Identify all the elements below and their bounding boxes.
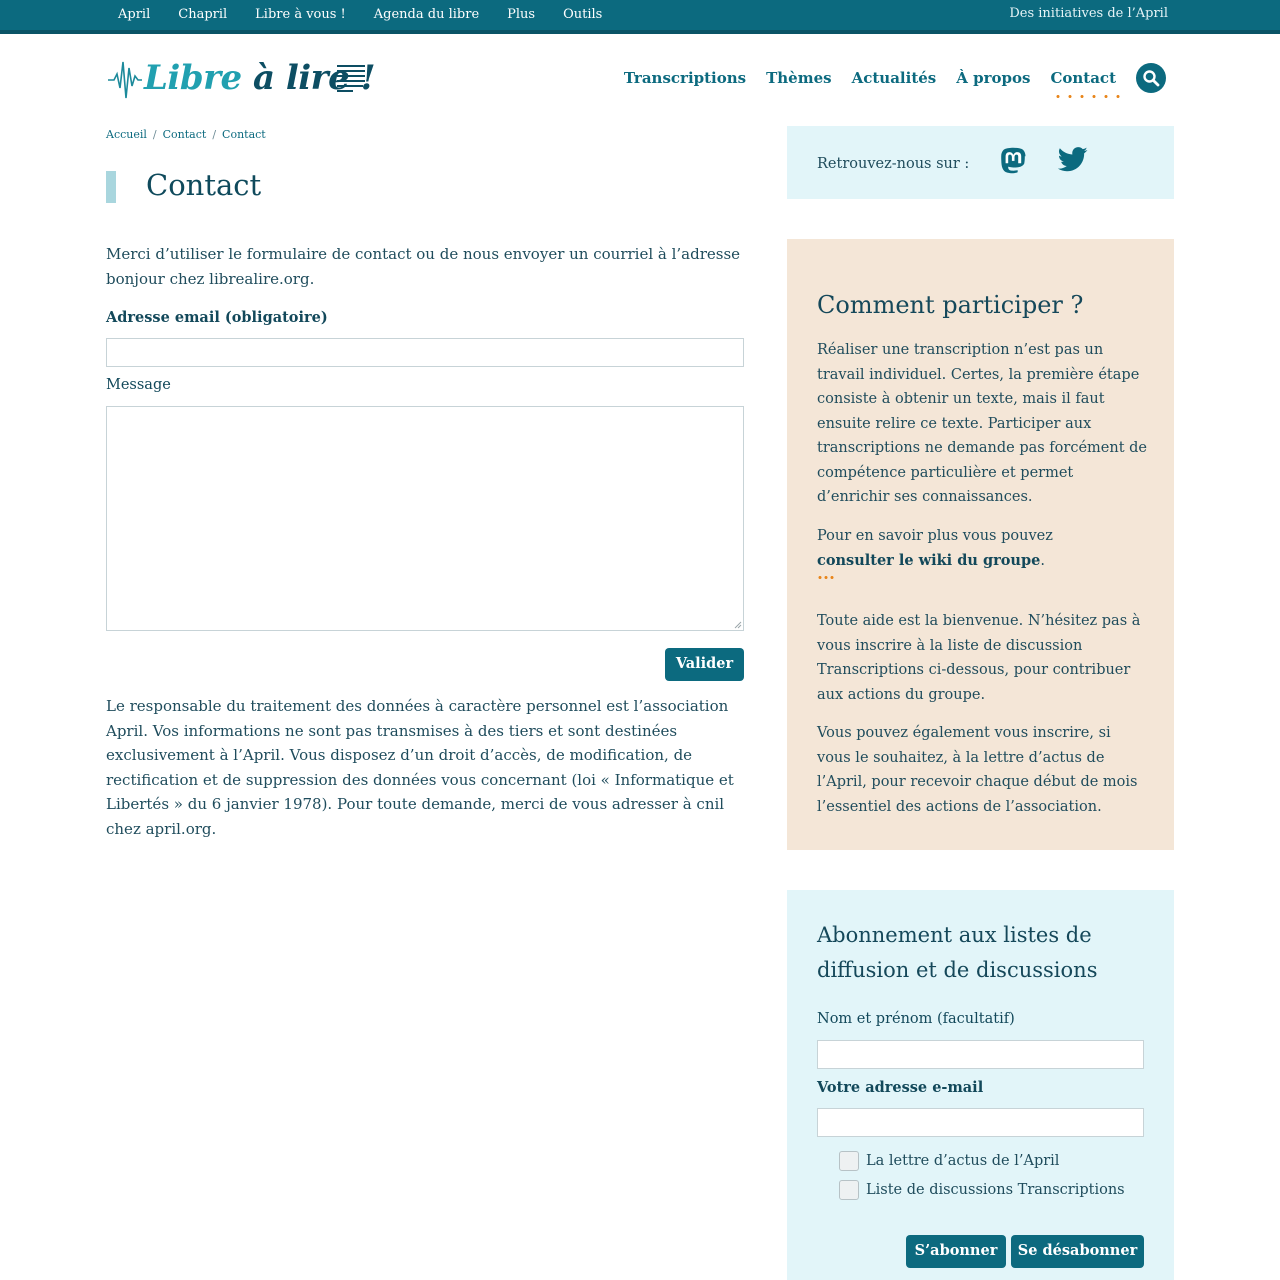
breadcrumb-accueil[interactable]: Accueil [106, 128, 147, 141]
wiki-link[interactable] [817, 552, 1040, 569]
wiki-link-label: consulter le wiki du groupe [817, 551, 1041, 569]
name-field[interactable] [817, 1040, 1144, 1069]
search-icon [1142, 69, 1160, 87]
top-nav [104, 0, 616, 30]
transcriptions-list-checkbox-label: Liste de discussions Transcriptions [866, 1182, 1125, 1198]
nav-a-propos[interactable]: À propos [956, 69, 1031, 87]
nav-transcriptions[interactable]: Transcriptions [623, 69, 747, 87]
top-nav-libre-a-vous[interactable]: Libre à vous ! [255, 7, 346, 22]
logo-text [144, 58, 375, 98]
search-button[interactable] [1136, 63, 1166, 93]
breadcrumb-current[interactable]: Contact [222, 128, 266, 141]
participate-paragraph-4: Vous pouvez également vous inscrire, si vous le souhaitez, à la lettre d’actus de l’April, pour recevoir chaque début de mois l’essentiel des actions de l’association. [817, 725, 1138, 815]
participate-paragraph-1: Réaliser une transcription n’est pas un travail individuel. Certes, la première étape consiste à obtenir un texte, mais il faut ensuite relire ce texte. Participer aux transcriptions ne demande pas forcément de compétence particulière et permet d’enrichir ses connaissances. [817, 342, 1148, 505]
message-label: Message [106, 377, 171, 393]
breadcrumb-separator: / [212, 128, 217, 141]
subscribe-email-label: Votre adresse e-mail [817, 1079, 984, 1096]
top-nav-april[interactable]: April [118, 7, 151, 22]
twitter-icon[interactable] [1058, 146, 1088, 173]
email-field[interactable] [106, 338, 744, 367]
participate-paragraph-3: Toute aide est la bienvenue. N’hésitez pas à vous inscrire à la liste de discussion Transcriptions ci-dessous, pour contribuer aux actions du groupe. [817, 613, 1141, 703]
transcriptions-list-checkbox[interactable] [839, 1180, 859, 1200]
participate-paragraph-2 [817, 524, 1147, 573]
participate-paragraph-2-prefix: Pour en savoir plus vous pouvez [817, 528, 1053, 544]
submit-button[interactable]: Valider [665, 648, 744, 681]
subscribe-email-field[interactable] [817, 1108, 1144, 1137]
nav-actualites[interactable]: Actualités [851, 69, 937, 87]
top-bar [0, 0, 1280, 34]
name-label: Nom et prénom (facultatif) [817, 1011, 1015, 1027]
unsubscribe-button[interactable]: Se désabonner [1011, 1235, 1144, 1268]
newsletter-checkbox-label: La lettre d’actus de l’April [866, 1153, 1060, 1169]
subscribe-button[interactable]: S’abonner [906, 1235, 1006, 1268]
checkbox-row-transcriptions[interactable] [839, 1180, 1125, 1200]
follow-label: Retrouvez-nous sur : [817, 156, 970, 172]
link-underline-dots [817, 576, 835, 579]
checkbox-row-newsletter[interactable] [839, 1151, 1059, 1171]
breadcrumb-contact[interactable]: Contact [162, 128, 207, 141]
subscribe-title: Abonnement aux listes de diffusion et de discussions [817, 923, 1098, 982]
participate-title: Comment participer ? [817, 291, 1084, 319]
subscribe-box [787, 890, 1174, 1280]
page-title: Contact [146, 168, 262, 202]
legal-notice: Le responsable du traitement des données à caractère personnel est l’association April. Vos informations ne sont pas transmises à des tiers et sont destinées exclusivement à l’April. Vous disposez d’un droit d’accès, de modification, de rectification et de suppression des données vous concernant (loi « Informatique et Libertés » du 6 janvier 1978). Pour toute demande, merci de vous adresser à cnil chez april.org. [106, 697, 734, 838]
follow-us-box [787, 126, 1174, 199]
newsletter-checkbox[interactable] [839, 1151, 859, 1171]
nav-contact[interactable]: Contact [1050, 69, 1116, 87]
top-nav-plus[interactable]: Plus [507, 7, 536, 22]
message-textarea[interactable] [106, 406, 744, 631]
main-nav [604, 62, 1166, 94]
breadcrumb [106, 128, 266, 141]
participate-box [787, 239, 1174, 850]
site-logo[interactable] [106, 56, 375, 102]
title-accent-bar [106, 171, 116, 203]
mastodon-icon[interactable] [1000, 147, 1027, 175]
nav-themes[interactable]: Thèmes [766, 69, 832, 87]
breadcrumb-separator: / [152, 128, 157, 141]
logo-word-libre: Libre [144, 58, 242, 98]
top-nav-agenda-du-libre[interactable]: Agenda du libre [373, 7, 480, 22]
participate-paragraph-2-suffix: . [1040, 552, 1045, 569]
resize-grip-icon[interactable] [734, 621, 742, 629]
initiatives-text: Des initiatives de l’April [1009, 6, 1168, 21]
intro-text: Merci d’utiliser le formulaire de contact ou de nous envoyer un courriel à l’adresse bonjour chez librealire.org. [106, 245, 741, 288]
logo-word-a-lire: à lire ! [252, 58, 375, 98]
top-nav-outils[interactable]: Outils [563, 7, 603, 22]
top-nav-chapril[interactable]: Chapril [178, 7, 228, 22]
email-label: Adresse email (obligatoire) [106, 309, 328, 326]
